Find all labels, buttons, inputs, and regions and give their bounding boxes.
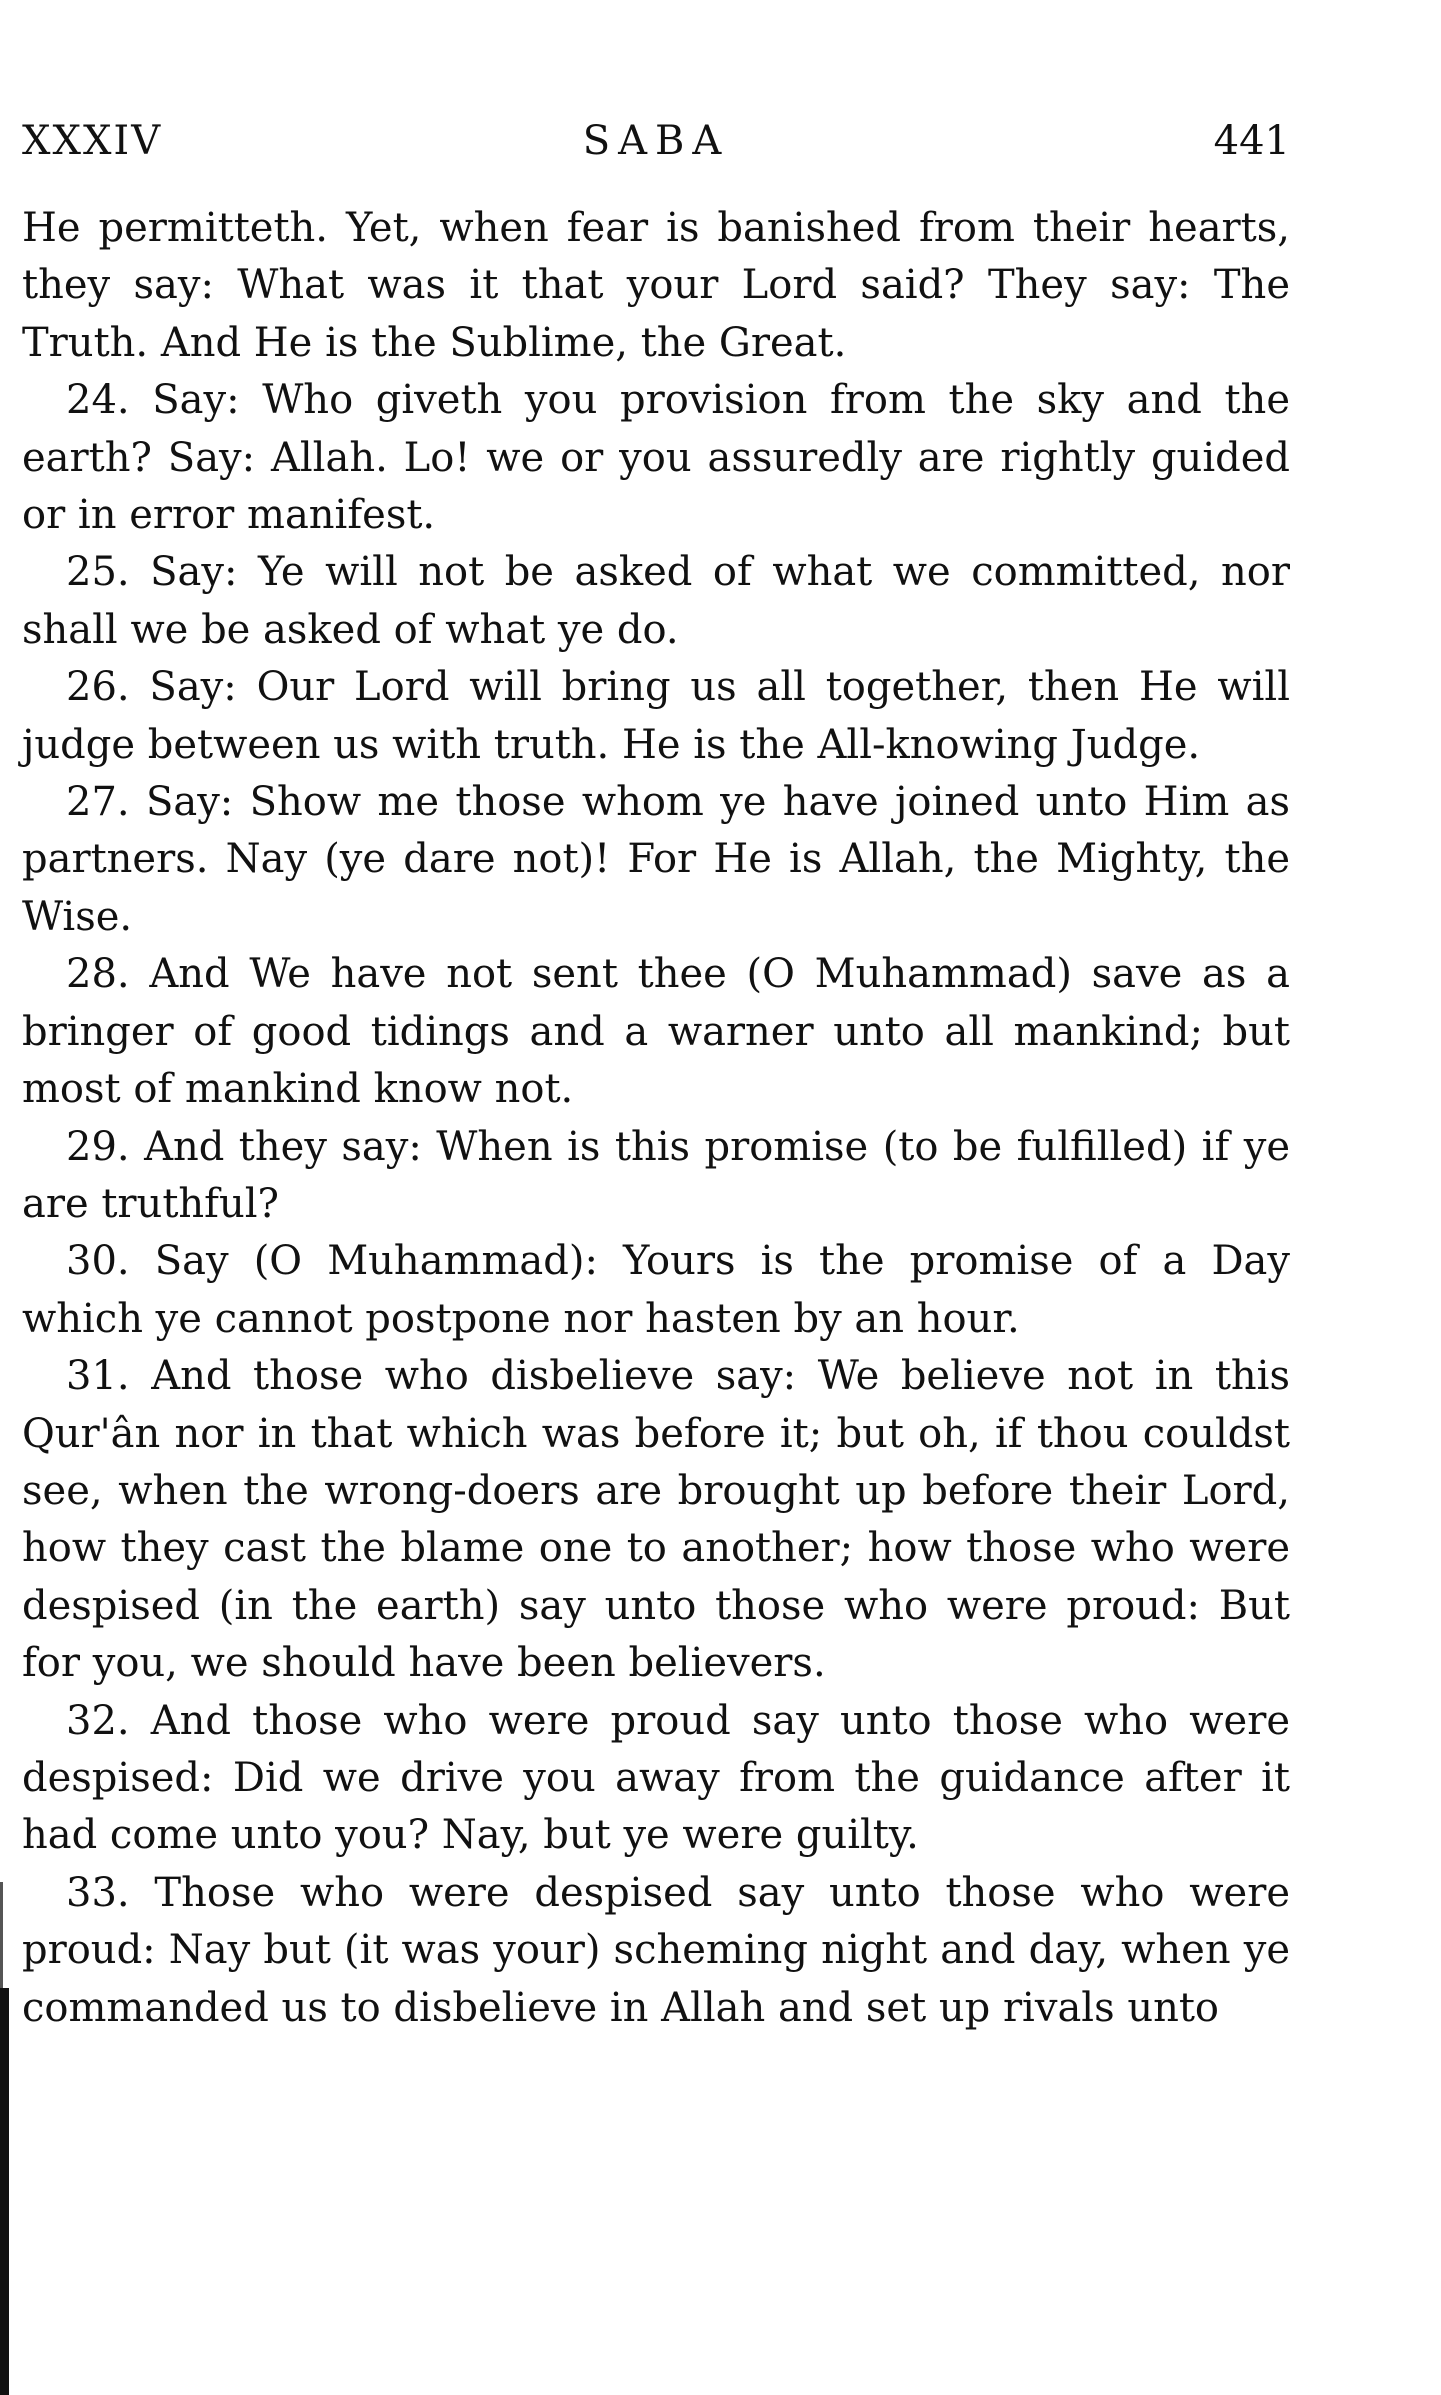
running-header (22, 118, 1290, 178)
chapter-number: XXXIV (22, 118, 163, 164)
verse-24: 24. Say: Who giveth you provision from the sky and the earth? Say: Allah. Lo! we or you assuredly are rightly guided or in error manifest. (22, 377, 1290, 539)
verse-29: 29. And they say: When is this promise (to be fulfilled) if ye are truthful? (22, 1123, 1290, 1227)
page-body (22, 200, 1290, 2037)
verse-32: 32. And those who were proud say unto those who were despised: Did we drive you away from the guidance after it had come unto you? Nay, but ye were guilty. (22, 1697, 1290, 1859)
page-edge-binding (0, 1988, 9, 2395)
verse-31: 31. And those who disbelieve say: We believe not in this Qur'ân nor in that which was before it; but oh, if thou couldst see, when the wrong-doers are brought up before their Lord, how they cast the blame one to another; how those who were despised (in the earth) say unto those who were proud: But for you, we should have been believers. (22, 1353, 1290, 1687)
verse-25: 25. Say: Ye will not be asked of what we committed, nor shall we be asked of what ye do. (22, 549, 1290, 653)
verse-27: 27. Say: Show me those whom ye have joined unto Him as partners. Nay (ye dare not)! For He is Allah, the Mighty, the Wise. (22, 779, 1290, 940)
verse-28: 28. And We have not sent thee (O Muhammad) save as a bringer of good tidings and a warner unto all mankind; but most of mankind know not. (22, 951, 1290, 1113)
verse-26: 26. Say: Our Lord will bring us all together, then He will judge between us with truth. He is the All-knowing Judge. (22, 664, 1290, 768)
verse-30: 30. Say (O Muhammad): Yours is the promise of a Day which ye cannot postpone nor hasten by an hour. (22, 1238, 1290, 1342)
page-number: 441 (1213, 118, 1290, 164)
paragraph-continuation: He permitteth. Yet, when fear is banished from their hearts, they say: What was it that your Lord said? They say: The Truth. And He is the Sublime, the Great. (22, 205, 1290, 366)
page-edge-shadow (0, 1882, 3, 1992)
verse-33: 33. Those who were despised say unto those who were proud: Nay but (it was your) scheming night and day, when ye commanded us to disbelieve in Allah and set up rivals unto (22, 1869, 1290, 2031)
chapter-title: SABA (582, 118, 730, 164)
